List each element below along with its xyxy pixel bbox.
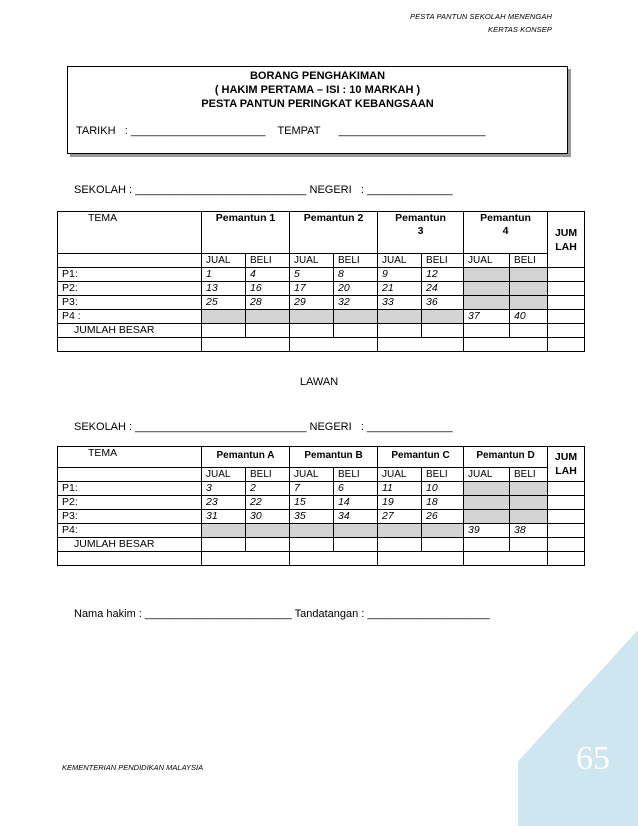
score-cell: 9 xyxy=(378,268,422,282)
score-cell: 27 xyxy=(378,510,422,524)
total-cell xyxy=(464,324,510,338)
form-title-box xyxy=(67,66,568,154)
score-cell: 10 xyxy=(422,482,464,496)
shaded-cell xyxy=(510,510,548,524)
table-row xyxy=(58,282,585,296)
shaded-cell xyxy=(510,482,548,496)
form-title: BORANG PENGHAKIMAN xyxy=(249,70,386,82)
shaded-cell xyxy=(510,496,548,510)
blank-cell xyxy=(202,552,290,566)
score-cell: 14 xyxy=(334,496,378,510)
tema-header: TEMA xyxy=(58,447,202,468)
shaded-cell xyxy=(246,310,290,324)
table-row xyxy=(58,268,585,282)
table-row xyxy=(58,524,585,538)
hakim-field[interactable]: ________________________ xyxy=(144,608,292,620)
score-cell: 6 xyxy=(334,482,378,496)
score-cell: 40 xyxy=(510,310,548,324)
tarikh-label: TARIKH xyxy=(76,125,116,137)
score-cell: 19 xyxy=(378,496,422,510)
score-cell: 33 xyxy=(378,296,422,310)
jual-header: JUAL xyxy=(464,468,510,482)
pemantun-2-header: Pemantun 2 xyxy=(290,212,378,254)
total-cell xyxy=(422,538,464,552)
page-number: 65 xyxy=(576,740,610,777)
hakim-label: Nama hakim : xyxy=(74,608,142,620)
table-row xyxy=(58,510,585,524)
jumlah-header: JUM LAH xyxy=(548,212,585,268)
beli-header: BELI xyxy=(422,254,464,268)
score-cell: 4 xyxy=(246,268,290,282)
total-cell xyxy=(548,510,585,524)
shaded-cell xyxy=(510,296,548,310)
shaded-cell xyxy=(422,310,464,324)
table-row xyxy=(58,310,585,324)
sekolah-label: SEKOLAH : xyxy=(74,421,133,433)
beli-header: BELI xyxy=(510,468,548,482)
table-row xyxy=(58,296,585,310)
shaded-cell xyxy=(290,310,334,324)
blank-cell xyxy=(58,254,202,268)
blank-row xyxy=(58,338,585,352)
score-cell: 7 xyxy=(290,482,334,496)
pemantun-c-header: Pemantun C xyxy=(378,447,464,468)
shaded-cell xyxy=(510,282,548,296)
school-line-1 xyxy=(74,184,453,196)
blank-cell xyxy=(548,552,585,566)
blank-cell xyxy=(378,552,464,566)
blank-cell xyxy=(464,338,548,352)
table-row xyxy=(58,482,585,496)
score-cell: 3 xyxy=(202,482,246,496)
pemantun-b-header: Pemantun B xyxy=(290,447,378,468)
sekolah-label: SEKOLAH : xyxy=(74,184,133,196)
blank-cell xyxy=(58,552,202,566)
total-cell xyxy=(246,324,290,338)
row-label: P2: xyxy=(58,282,202,296)
total-cell xyxy=(510,538,548,552)
shaded-cell xyxy=(202,310,246,324)
form-subtitle: ( HAKIM PERTAMA – ISI : 10 MARKAH ) xyxy=(214,84,421,96)
blank-cell xyxy=(378,338,464,352)
score-table-2 xyxy=(57,446,585,566)
jual-header: JUAL xyxy=(464,254,510,268)
judge-signature-line xyxy=(74,608,490,620)
shaded-cell xyxy=(202,524,246,538)
score-cell: 11 xyxy=(378,482,422,496)
score-cell: 15 xyxy=(290,496,334,510)
beli-header: BELI xyxy=(246,254,290,268)
score-cell: 38 xyxy=(510,524,548,538)
jual-header: JUAL xyxy=(202,254,246,268)
pemantun-3-header: Pemantun 3 xyxy=(378,212,464,254)
sekolah-field[interactable]: ____________________________ xyxy=(135,421,307,433)
blank-cell xyxy=(290,552,378,566)
score-cell: 30 xyxy=(246,510,290,524)
total-cell xyxy=(548,296,585,310)
shaded-cell xyxy=(464,296,510,310)
shaded-cell xyxy=(334,310,378,324)
header-event-title: PESTA PANTUN SEKOLAH MENENGAH xyxy=(410,12,552,21)
total-cell xyxy=(548,282,585,296)
score-cell: 22 xyxy=(246,496,290,510)
shaded-cell xyxy=(510,268,548,282)
score-cell: 37 xyxy=(464,310,510,324)
pemantun-a-header: Pemantun A xyxy=(202,447,290,468)
row-label: P1: xyxy=(58,268,202,282)
score-cell: 29 xyxy=(290,296,334,310)
table-row xyxy=(58,496,585,510)
jual-header: JUAL xyxy=(202,468,246,482)
row-label: P4: xyxy=(58,524,202,538)
score-cell: 28 xyxy=(246,296,290,310)
tarikh-field[interactable]: : ______________________ xyxy=(124,125,266,137)
total-cell xyxy=(378,538,422,552)
tandatangan-field[interactable]: ____________________ xyxy=(367,608,490,620)
tema-header: TEMA xyxy=(58,212,202,254)
score-cell: 8 xyxy=(334,268,378,282)
negeri-label: NEGERI xyxy=(309,184,352,196)
row-label: P4 : xyxy=(58,310,202,324)
shaded-cell xyxy=(290,524,334,538)
jual-header: JUAL xyxy=(378,254,422,268)
header-doc-type: KERTAS KONSEP xyxy=(488,25,552,34)
total-cell xyxy=(548,496,585,510)
shaded-cell xyxy=(464,268,510,282)
lawan-label: LAWAN xyxy=(299,376,339,388)
score-cell: 23 xyxy=(202,496,246,510)
total-cell xyxy=(548,268,585,282)
beli-header: BELI xyxy=(246,468,290,482)
score-cell: 35 xyxy=(290,510,334,524)
score-table-1 xyxy=(57,211,585,352)
beli-header: BELI xyxy=(422,468,464,482)
shaded-cell xyxy=(422,524,464,538)
tempat-field[interactable]: ________________________ xyxy=(338,125,486,137)
total-cell xyxy=(510,324,548,338)
score-cell: 2 xyxy=(246,482,290,496)
total-cell xyxy=(464,538,510,552)
total-cell xyxy=(290,538,334,552)
total-cell xyxy=(246,538,290,552)
total-cell xyxy=(548,310,585,324)
pemantun-4-header: Pemantun 4 xyxy=(464,212,548,254)
row-label: P3: xyxy=(58,510,202,524)
school-line-2 xyxy=(74,421,453,433)
total-cell xyxy=(548,524,585,538)
total-cell xyxy=(334,538,378,552)
blank-cell xyxy=(548,338,585,352)
total-cell xyxy=(422,324,464,338)
total-cell xyxy=(548,482,585,496)
beli-header: BELI xyxy=(334,254,378,268)
tandatangan-label: Tandatangan : xyxy=(294,608,365,620)
score-cell: 5 xyxy=(290,268,334,282)
shaded-cell xyxy=(378,524,422,538)
total-cell xyxy=(290,324,334,338)
date-place-line xyxy=(76,125,485,137)
total-cell xyxy=(202,324,246,338)
score-cell: 12 xyxy=(422,268,464,282)
blank-cell xyxy=(464,552,548,566)
total-cell xyxy=(548,324,585,338)
negeri-field[interactable]: : ______________ xyxy=(360,184,453,196)
total-cell xyxy=(334,324,378,338)
negeri-field[interactable]: : ______________ xyxy=(360,421,453,433)
score-cell: 26 xyxy=(422,510,464,524)
row-label: P1: xyxy=(58,482,202,496)
shaded-cell xyxy=(464,496,510,510)
jual-header: JUAL xyxy=(290,254,334,268)
score-cell: 31 xyxy=(202,510,246,524)
page-header xyxy=(410,10,552,36)
negeri-label: NEGERI xyxy=(309,421,352,433)
blank-cell xyxy=(58,468,202,482)
jumlah-besar-row xyxy=(58,538,585,552)
shaded-cell xyxy=(464,482,510,496)
score-cell: 13 xyxy=(202,282,246,296)
jumlah-besar-label: JUMLAH BESAR xyxy=(58,324,202,338)
score-cell: 16 xyxy=(246,282,290,296)
ministry-footer: KEMENTERIAN PENDIDIKAN MALAYSIA xyxy=(62,763,204,772)
blank-cell xyxy=(290,338,378,352)
row-label: P2: xyxy=(58,496,202,510)
shaded-cell xyxy=(378,310,422,324)
beli-header: BELI xyxy=(334,468,378,482)
beli-header: BELI xyxy=(510,254,548,268)
shaded-cell xyxy=(334,524,378,538)
total-cell xyxy=(548,538,585,552)
shaded-cell xyxy=(464,510,510,524)
jual-header: JUAL xyxy=(378,468,422,482)
total-cell xyxy=(202,538,246,552)
total-cell xyxy=(378,324,422,338)
score-cell: 25 xyxy=(202,296,246,310)
pemantun-1-header: Pemantun 1 xyxy=(202,212,290,254)
score-cell: 1 xyxy=(202,268,246,282)
score-cell: 18 xyxy=(422,496,464,510)
jumlah-besar-row xyxy=(58,324,585,338)
score-cell: 20 xyxy=(334,282,378,296)
score-cell: 39 xyxy=(464,524,510,538)
sekolah-field[interactable]: ____________________________ xyxy=(135,184,307,196)
score-cell: 17 xyxy=(290,282,334,296)
pemantun-d-header: Pemantun D xyxy=(464,447,548,468)
score-cell: 32 xyxy=(334,296,378,310)
score-cell: 21 xyxy=(378,282,422,296)
form-event-title: PESTA PANTUN PERINGKAT KEBANGSAAN xyxy=(201,98,434,110)
blank-row xyxy=(58,552,585,566)
jual-header: JUAL xyxy=(290,468,334,482)
score-cell: 34 xyxy=(334,510,378,524)
score-cell: 24 xyxy=(422,282,464,296)
row-label: P3: xyxy=(58,296,202,310)
tempat-label: TEMPAT xyxy=(277,125,321,137)
blank-cell xyxy=(58,338,202,352)
page-corner-decoration xyxy=(518,630,638,826)
jumlah-header: JUM LAH xyxy=(548,447,585,482)
score-cell: 36 xyxy=(422,296,464,310)
jumlah-besar-label: JUMLAH BESAR xyxy=(58,538,202,552)
blank-cell xyxy=(202,338,290,352)
shaded-cell xyxy=(246,524,290,538)
shaded-cell xyxy=(464,282,510,296)
